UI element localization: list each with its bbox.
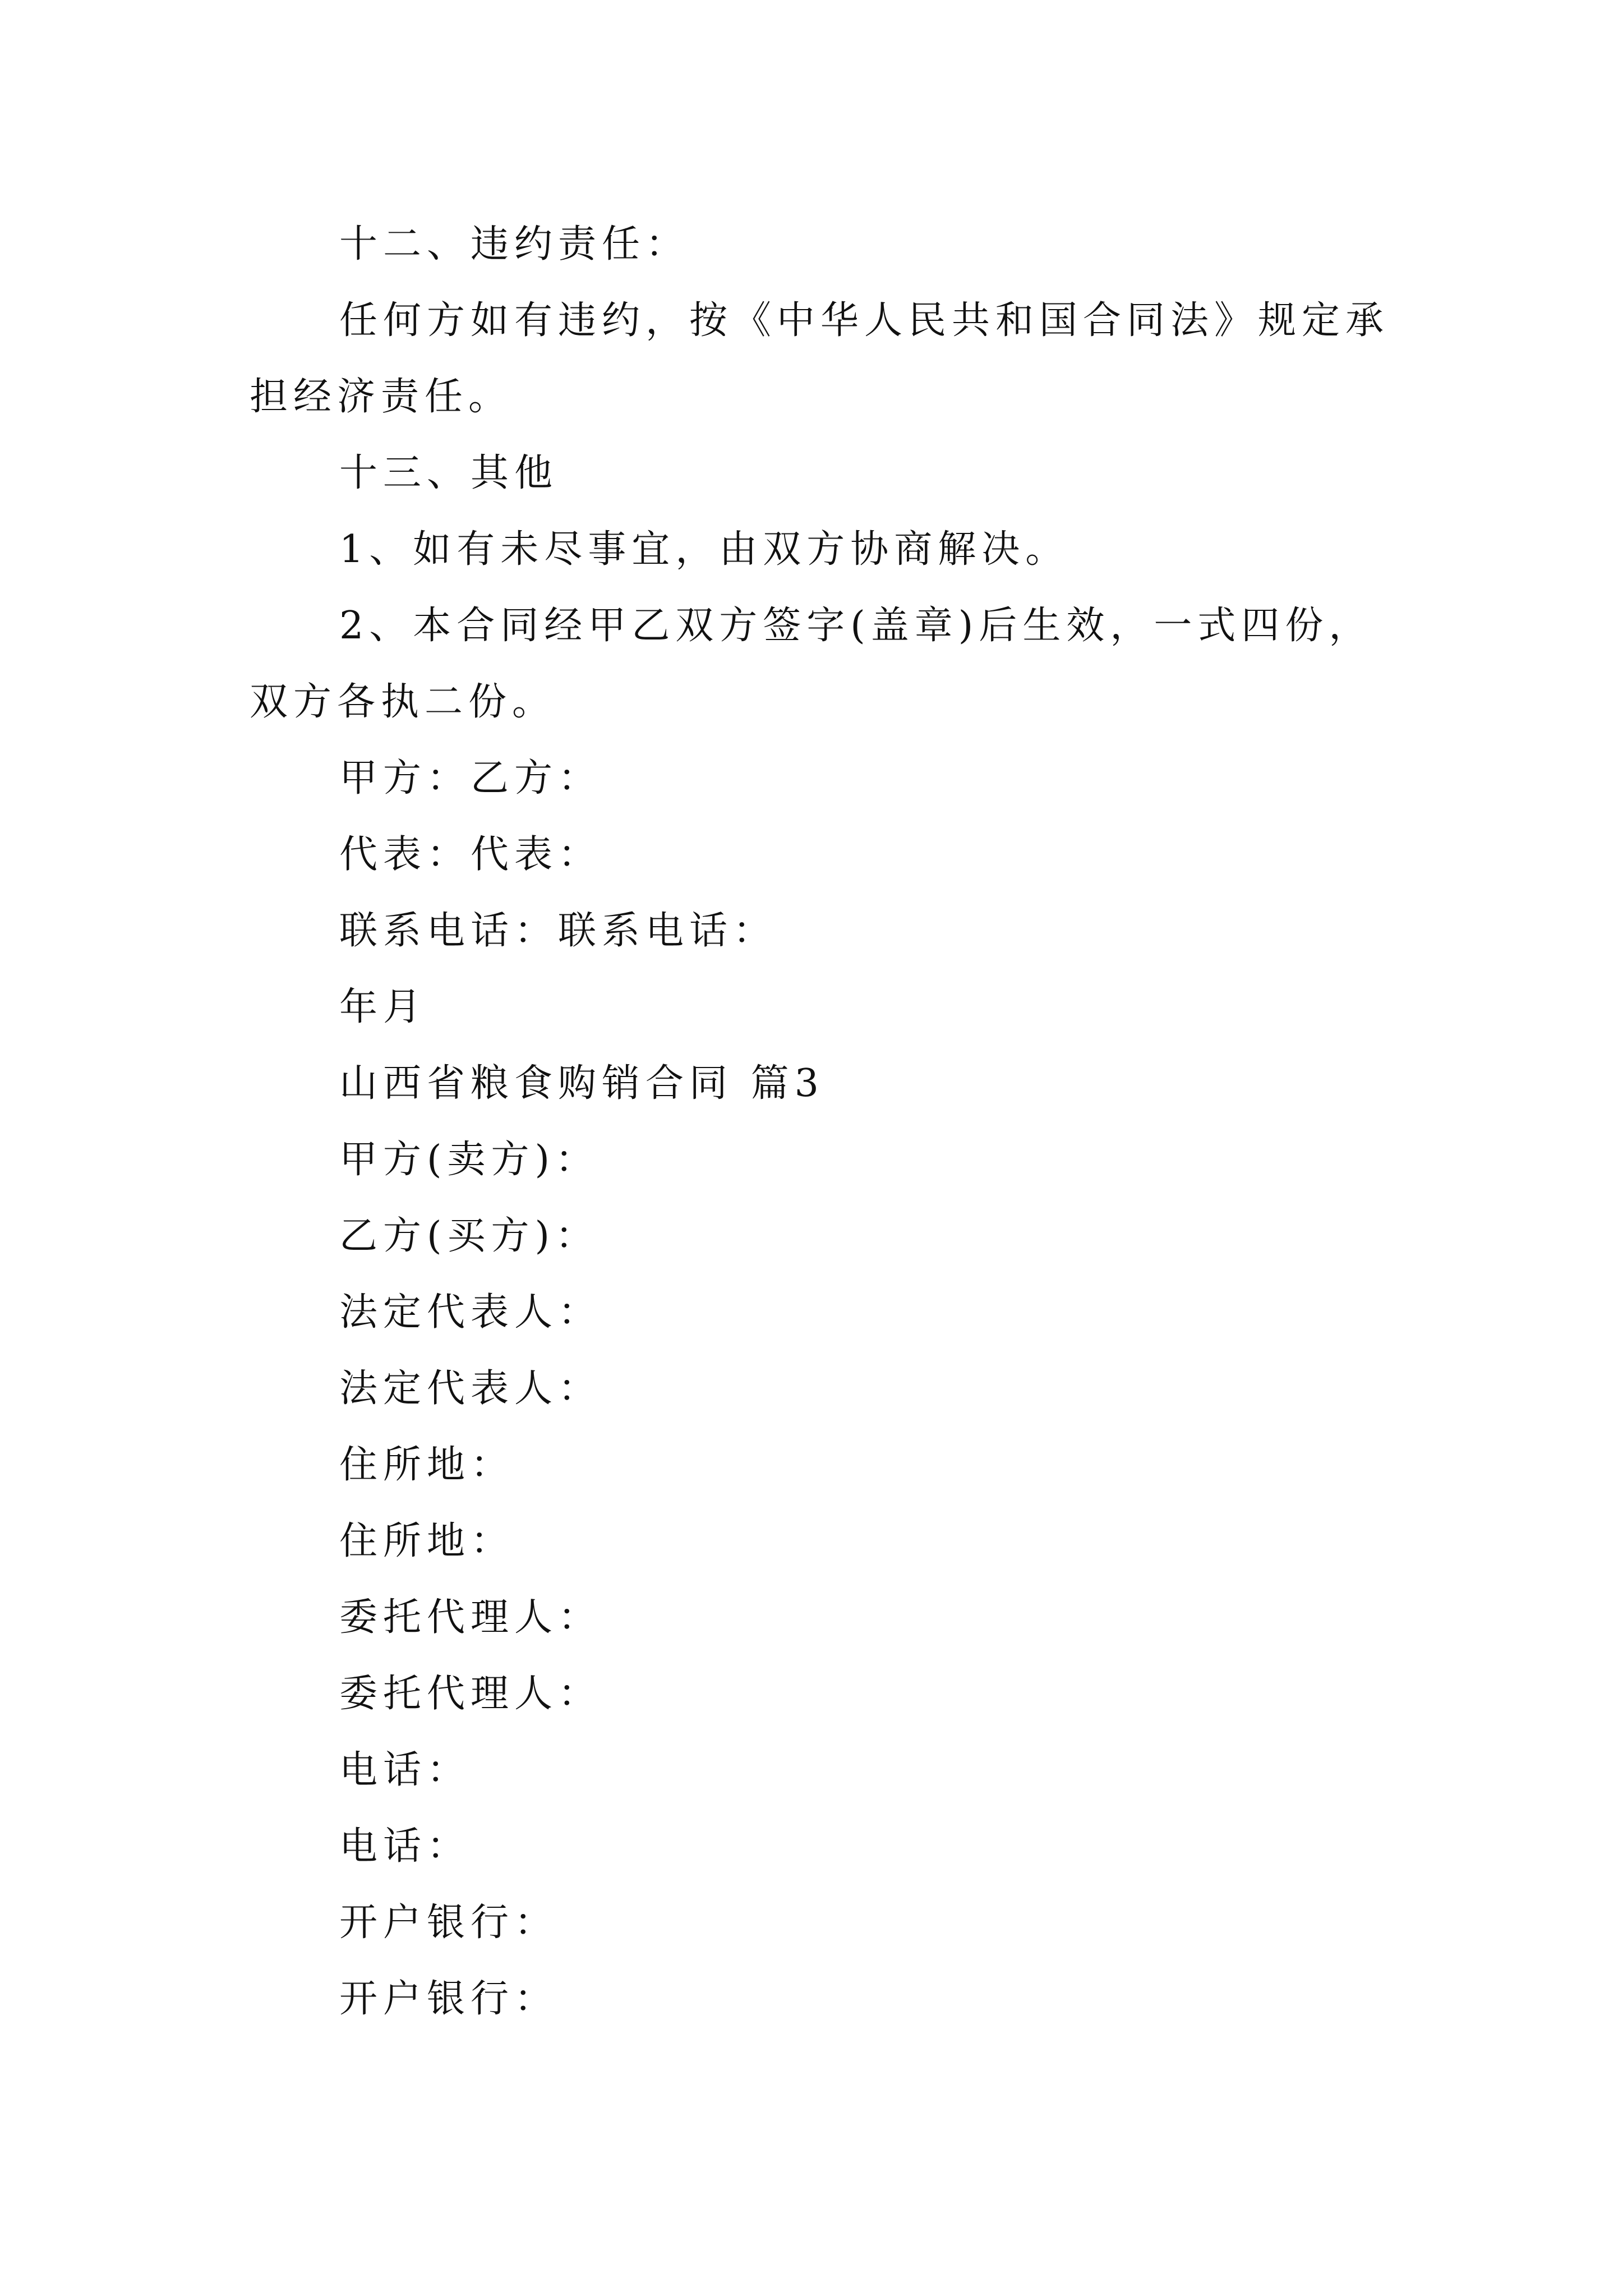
legal-rep-b-field: 法定代表人：	[339, 1366, 602, 1411]
bank-b-field: 开户银行：	[339, 1977, 559, 2021]
seller-field: 甲方(卖方)：	[339, 1138, 600, 1182]
phone-a-field: 电话：	[339, 1748, 471, 1792]
item-2-line2: 双方各执二份。	[250, 680, 556, 724]
buyer-field: 乙方(买方)：	[339, 1214, 600, 1258]
phone-b-field: 电话：	[339, 1824, 471, 1869]
agent-a-field: 委托代理人：	[339, 1595, 602, 1640]
signature-date: 年月	[339, 985, 427, 1029]
item-2-line1: 2、本合同经甲乙双方签字(盖章)后生效，一式四份，	[339, 604, 1373, 648]
contract3-title: 山西省粮食购销合同 篇3	[339, 1061, 824, 1106]
legal-rep-a-field: 法定代表人：	[339, 1290, 602, 1335]
signature-party: 甲方：乙方：	[339, 756, 602, 800]
signature-representative: 代表：代表：	[339, 832, 602, 877]
document-body	[250, 206, 1390, 2037]
address-b-field: 住所地：	[339, 1519, 515, 1563]
section12-body-line1: 任何方如有违约，按《中华人民共和国合同法》规定承	[339, 298, 1390, 343]
agent-b-field: 委托代理人：	[339, 1672, 602, 1716]
address-a-field: 住所地：	[339, 1443, 515, 1487]
section13-heading: 十三、其他	[339, 451, 559, 495]
item-1: 1、如有未尽事宜，由双方协商解决。	[339, 527, 1069, 572]
bank-a-field: 开户银行：	[339, 1901, 559, 1945]
section12-body-line2: 担经济责任。	[250, 375, 513, 419]
signature-phone: 联系电话：联系电话：	[339, 909, 777, 953]
section12-heading: 十二、违约责任：	[339, 222, 690, 266]
